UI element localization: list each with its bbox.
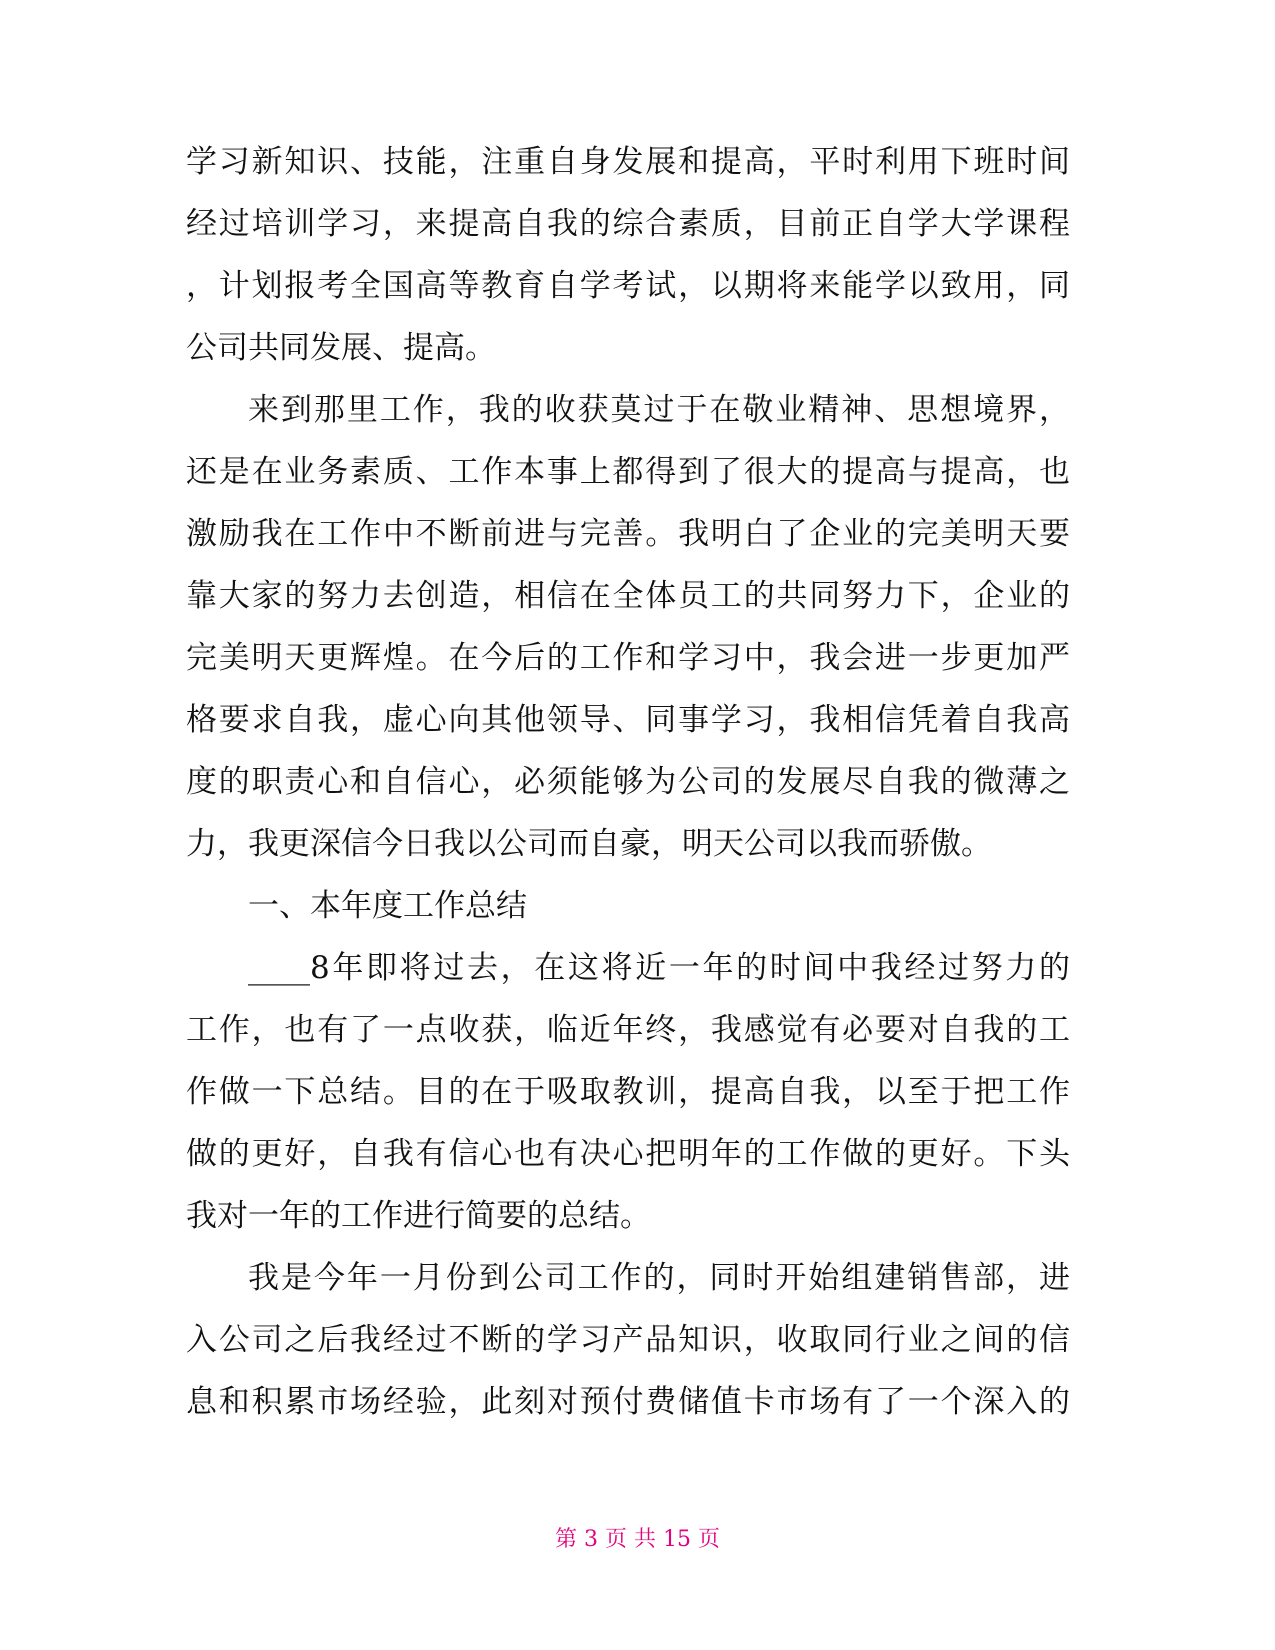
body-line: 力，我更深信今日我以公司而自豪，明天公司以我而骄傲。	[186, 826, 992, 862]
body-line: 我对一年的工作进行简要的总结。	[186, 1198, 651, 1234]
body-line: 息和积累市场经验，此刻对预付费储值卡市场有了一个深入的	[186, 1384, 1070, 1420]
body-line: 做的更好，自我有信心也有决心把明年的工作做的更好。下头	[186, 1136, 1070, 1172]
body-line: 公司共同发展、提高。	[186, 330, 496, 366]
body-line: 还是在业务素质、工作本事上都得到了很大的提高与提高，也	[186, 454, 1070, 490]
page-footer: 第 3 页 共 15 页	[555, 1527, 720, 1552]
body-line: 激励我在工作中不断前进与完善。我明白了企业的完美明天要	[186, 516, 1070, 552]
body-line: 格要求自我，虚心向其他领导、同事学习，我相信凭着自我高	[186, 702, 1070, 738]
body-line: ，计划报考全国高等教育自学考试，以期将来能学以致用，同	[186, 268, 1070, 304]
body-line: 靠大家的努力去创造，相信在全体员工的共同努力下，企业的	[186, 578, 1070, 614]
body-line: 经过培训学习，来提高自我的综合素质，目前正自学大学课程	[186, 206, 1070, 242]
body-line: 学习新知识、技能，注重自身发展和提高，平时利用下班时间	[186, 144, 1070, 180]
body-line: ____8年即将过去，在这将近一年的时间中我经过努力的	[248, 950, 1070, 986]
body-line: 工作，也有了一点收获，临近年终，我感觉有必要对自我的工	[186, 1012, 1070, 1048]
body-line: 我是今年一月份到公司工作的，同时开始组建销售部，进	[248, 1260, 1070, 1296]
body-line: 入公司之后我经过不断的学习产品知识，收取同行业之间的信	[186, 1322, 1070, 1358]
body-line: 来到那里工作，我的收获莫过于在敬业精神、思想境界，	[248, 392, 1070, 428]
body-line: 完美明天更辉煌。在今后的工作和学习中，我会进一步更加严	[186, 640, 1070, 676]
section-heading: 一、本年度工作总结	[248, 888, 527, 924]
body-line: 作做一下总结。目的在于吸取教训，提高自我，以至于把工作	[186, 1074, 1070, 1110]
body-line: 度的职责心和自信心，必须能够为公司的发展尽自我的微薄之	[186, 764, 1070, 800]
